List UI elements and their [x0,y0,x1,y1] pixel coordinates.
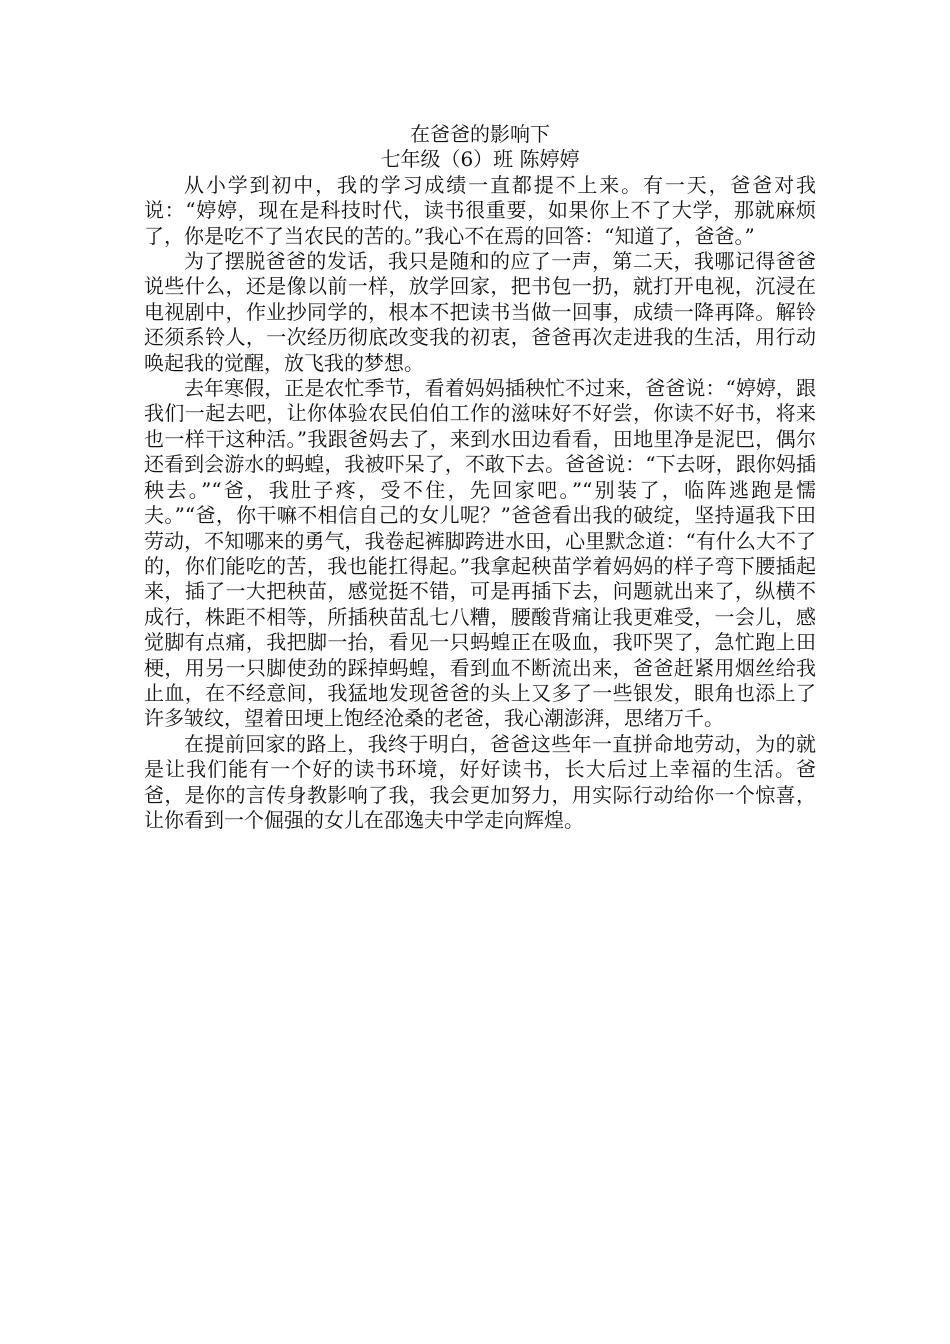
author-byline: 七年级（6）班 陈婷婷 [380,147,580,172]
document-title: 在爸爸的影响下 [410,122,550,146]
paragraph-1: 从小学到初中，我的学习成绩一直都提不上来。有一天，爸爸对我说：“婷婷，现在是科技时代，读书很重要，如果你上不了大学，那就麻烦了，你是吃不了当农民的苦的。”我心不在焉的回答：“知道了，爸爸。” [144,172,816,248]
document-body [144,122,816,833]
paragraph-3: 去年寒假，正是农忙季节，看着妈妈插秧忙不过来，爸爸说：“婷婷，跟我们一起去吧，让你体验农民伯伯工作的滋味好不好尝，你读不好书，将来也一样干这种活。”我跟爸妈去了，来到水田边看看，田地里净是泥巴，偶尔还看到会游水的蚂蝗，我被吓呆了，不敢下去。爸爸说：“下去呀，跟你妈插秧去。”“爸，我肚子疼，受不住，先回家吧。”“别装了，临阵逃跑是懦夫。”“爸，你干嘛不相信自己的女儿呢？”爸爸看出我的破绽，坚持逼我下田劳动，不知哪来的勇气，我卷起裤脚跨进水田，心里默念道：“有什么大不了的，你们能吃的苦，我也能扛得起。”我拿起秧苗学着妈妈的样子弯下腰插起来，插了一大把秧苗，感觉挺不错，可是再插下去，问题就出来了，纵横不成行，株距不相等，所插秧苗乱七八糟，腰酸背痛让我更难受，一会儿，感觉脚有点痛，我把脚一抬，看见一只蚂蝗正在吸血，我吓哭了，急忙跑上田梗，用另一只脚使劲的踩掉蚂蝗，看到血不断流出来，爸爸赶紧用烟丝给我止血，在不经意间，我猛地发现爸爸的头上又多了一些银发，眼角也添上了许多皱纹，望着田埂上饱经沧桑的老爸，我心潮澎湃，思绪万千。 [144,376,816,731]
paragraph-4: 在提前回家的路上，我终于明白，爸爸这些年一直拼命地劳动，为的就是让我们能有一个好的读书环境，好好读书，长大后过上幸福的生活。爸爸，是你的言传身教影响了我，我会更加努力，用实际行动给你一个惊喜，让你看到一个倔强的女儿在邵逸夫中学走向辉煌。 [144,731,816,832]
paragraph-2: 为了摆脱爸爸的发话，我只是随和的应了一声，第二天，我哪记得爸爸说些什么，还是像以前一样，放学回家，把书包一扔，就打开电视，沉浸在电视剧中，作业抄同学的，根本不把读书当做一回事，成绩一降再降。解铃还须系铃人，一次经历彻底改变我的初衷，爸爸再次走进我的生活，用行动唤起我的觉醒，放飞我的梦想。 [144,249,816,375]
